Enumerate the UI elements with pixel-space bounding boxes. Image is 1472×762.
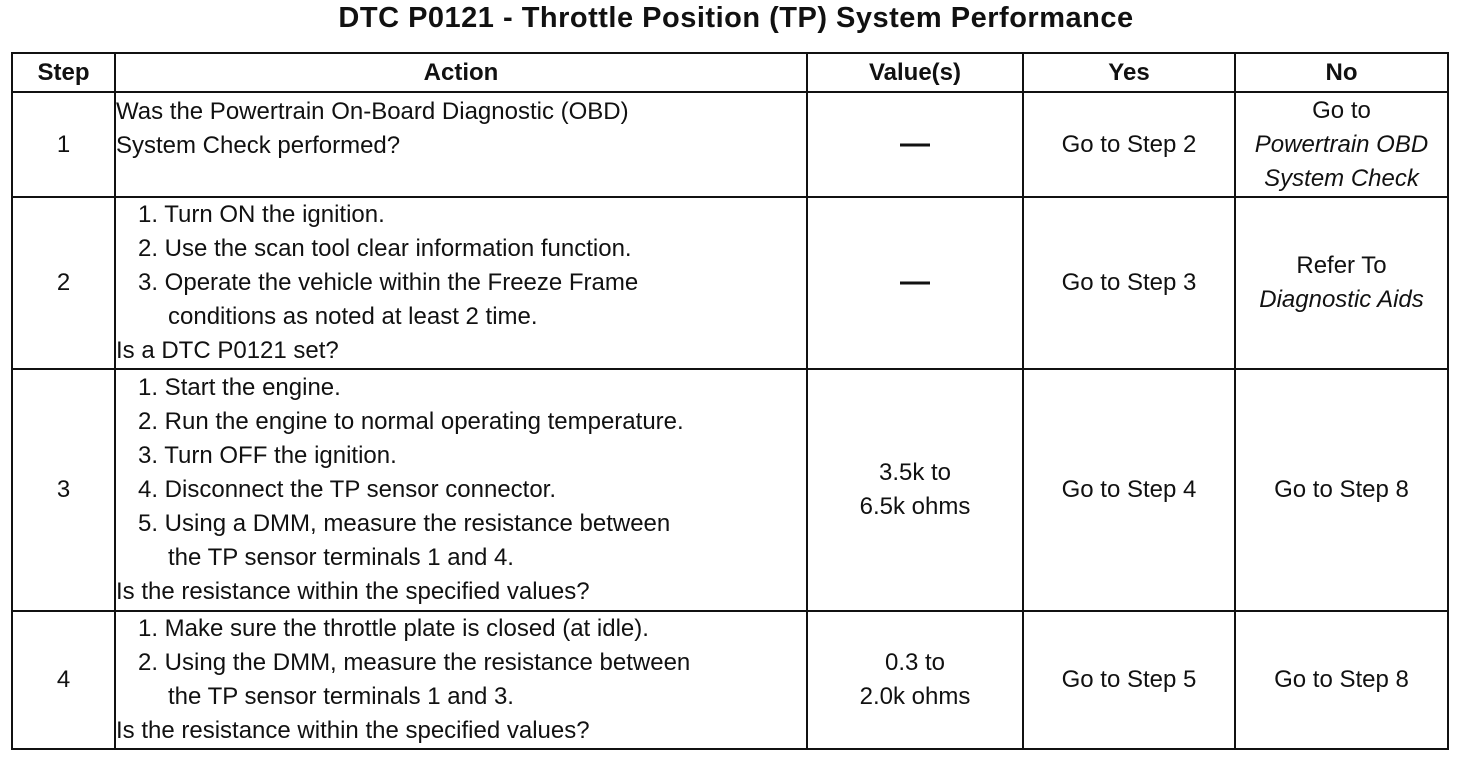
action-cell [115, 197, 807, 369]
action-cell [115, 92, 807, 197]
action-cell [115, 611, 807, 749]
value-text: 0.3 to [884, 649, 946, 676]
header-step: Step [12, 53, 115, 92]
action-step-item: 1. Turn ON the ignition. [138, 201, 385, 228]
action-step-item: 4. Disconnect the TP sensor connector. [138, 476, 557, 503]
action-text: System Check performed? [116, 132, 401, 159]
action-step-item: 2. Use the scan tool clear information function. [138, 235, 632, 262]
no-text-italic: Diagnostic Aids [1259, 286, 1424, 313]
action-step-item: 1. Make sure the throttle plate is closed (at idle). [138, 615, 649, 642]
header-yes: Yes [1023, 53, 1235, 92]
action-text: Was the Powertrain On-Board Diagnostic (OBD) [116, 98, 629, 125]
no-cell: Go to Step 8 [1235, 369, 1448, 611]
page-title: DTC P0121 - Throttle Position (TP) System Performance [338, 2, 1134, 34]
action-step-item: 1. Start the engine. [138, 374, 341, 401]
table-row [12, 197, 1448, 369]
step-number: 4 [12, 611, 115, 749]
table-row [12, 369, 1448, 611]
no-text: Go to [1312, 96, 1371, 124]
no-text: Refer To [1296, 252, 1387, 279]
table-row [12, 611, 1448, 749]
no-cell [1235, 92, 1448, 197]
diagnostic-table [11, 52, 1449, 750]
no-cell [1235, 197, 1448, 369]
header-no: No [1235, 53, 1448, 92]
action-step-item: 3. Operate the vehicle within the Freeze Frame [138, 269, 639, 296]
no-text-italic: System Check [1264, 164, 1419, 192]
no-text-italic: Powertrain OBD [1254, 130, 1429, 158]
value-cell [807, 611, 1023, 749]
header-values: Value(s) [807, 53, 1023, 92]
value-cell [807, 369, 1023, 611]
yes-cell: Go to Step 5 [1023, 611, 1235, 749]
yes-cell: Go to Step 3 [1023, 197, 1235, 369]
value-dash: — [900, 265, 930, 298]
action-step-continuation: the TP sensor terminals 1 and 4. [168, 544, 514, 571]
value-text: 3.5k to [878, 459, 952, 486]
value-dash: — [900, 126, 930, 160]
header-action: Action [115, 53, 807, 92]
action-question: Is a DTC P0121 set? [116, 337, 339, 364]
step-number: 1 [12, 92, 115, 197]
value-cell [807, 197, 1023, 369]
action-question: Is the resistance within the specified values? [116, 717, 590, 744]
yes-cell: Go to Step 2 [1023, 92, 1235, 197]
action-step-item: 2. Run the engine to normal operating temperature. [138, 408, 684, 435]
table-row [12, 92, 1448, 197]
action-step-item: 2. Using the DMM, measure the resistance between [138, 649, 691, 676]
step-number: 3 [12, 369, 115, 611]
action-step-continuation: the TP sensor terminals 1 and 3. [168, 683, 514, 710]
action-step-item: 3. Turn OFF the ignition. [138, 442, 397, 469]
yes-cell: Go to Step 4 [1023, 369, 1235, 611]
value-text: 2.0k ohms [859, 683, 971, 710]
action-question: Is the resistance within the specified values? [116, 578, 590, 605]
value-cell [807, 92, 1023, 197]
step-number: 2 [12, 197, 115, 369]
value-text: 6.5k ohms [859, 493, 971, 520]
action-cell [115, 369, 807, 611]
header-row [12, 53, 1448, 92]
action-step-continuation: conditions as noted at least 2 time. [168, 303, 538, 330]
no-cell: Go to Step 8 [1235, 611, 1448, 749]
action-step-item: 5. Using a DMM, measure the resistance between [138, 510, 671, 537]
